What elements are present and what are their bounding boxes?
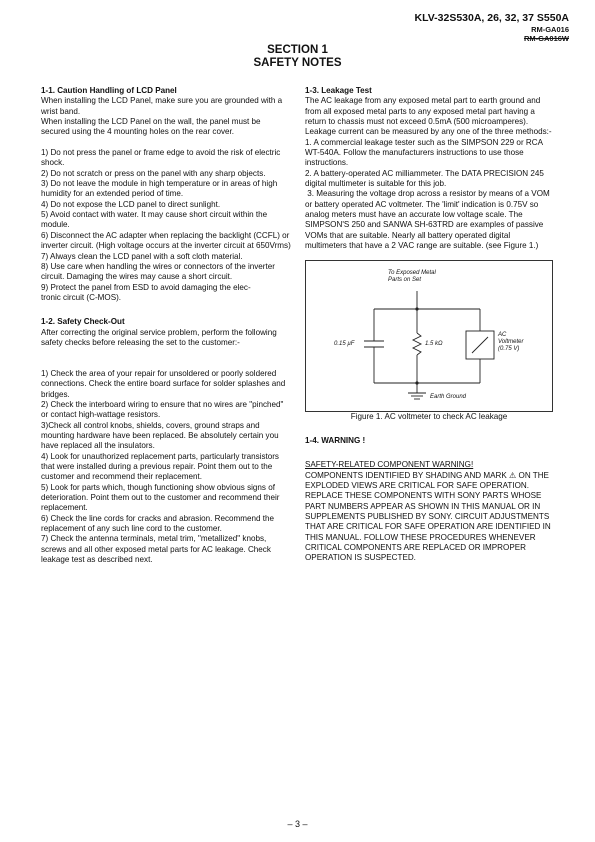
checkout-item: 1) Check the area of your repair for unsoldered or poorly soldered connections. Check the entire board surface for solder splashes and bridges. — [41, 368, 288, 399]
checkout-item: 5) Look for parts which, though functioning show obvious signs of deterioration. Point them out to the customer and recommend their replacement. — [41, 482, 282, 513]
lcd-caution-item: 6) Disconnect the AC adapter when replacing the backlight (CCFL) or inverter circuit. (High voltage occurs at the inverter circuit at 650Vrms) — [41, 230, 292, 251]
resistor-label: 1.5 kΩ — [425, 340, 443, 347]
section-title: SAFETY NOTES — [253, 57, 342, 69]
section-heading — [0, 44, 595, 70]
remote-code: RM-GA016 — [531, 25, 569, 34]
leakage-paragraph: The AC leakage from any exposed metal part to earth ground and from all exposed metal parts to any exposed metal part having a return to chassis must not exceed 0.5mA (500 microamperes). Leakage current can be measured by any one of the three methods:- — [305, 96, 552, 137]
voltmeter-label: AC Voltmeter (0.75 V) — [498, 331, 524, 352]
model-number: KLV-32S530A, 26, 32, 37 S550A — [414, 12, 569, 24]
junction-dot — [415, 381, 418, 384]
lcd-caution-item: 3) Do not leave the module in high temperature or in areas of high humidity for an extended period of time. — [41, 179, 280, 199]
warning-body: COMPONENTS IDENTIFIED BY SHADING AND MARK ⚠ ON THE EXPLODED VIEWS ARE CRITICAL FOR SAFE OPERATION. REPLACE THESE COMPONENTS WITH SONY PARTS WHOSE PART NUMBERS APPEAR AS SHOWN IN THIS MANUAL OR IN SUPPLEMENTS PUBLISHED BY SONY. CIRCUIT ADJUSTMENTS THAT ARE CRITICAL FOR SAFE OPERATION ARE IDENTIFIED IN THIS MANUAL. FOLLOW THESE PROCEDURES WHENEVER CRITICAL COMPONENTS ARE REPLACED OR IMPROPER OPERATION IS SUSPECTED. — [305, 470, 553, 563]
leakage-paragraph: 2. A battery-operated AC milliammeter. The DATA PRECISION 245 digital multimeter is suitable for this job. — [305, 168, 547, 189]
checkout-item: 4) Look for unauthorized replacement parts, particularly transistors that were installed during a previous repair. Point them out to the customer and recommend their replacement. — [41, 451, 282, 482]
heading-lcd-handling: 1-1. Caution Handling of LCD Panel — [41, 86, 177, 95]
checkout-item: 7) Check the antenna terminals, metal trim, "metallized" knobs, screws and all other exposed metal parts for AC leakage. Check leakage test as described next. — [41, 534, 274, 565]
warning-title: SAFETY-RELATED COMPONENT WARNING! — [305, 460, 474, 470]
lcd-caution-item: 5) Avoid contact with water. It may cause short circuit within the module. — [41, 210, 270, 230]
remote-code-struck: RM-GA016W — [523, 34, 569, 43]
page-number: – 3 – — [287, 819, 308, 829]
leakage-circuit-figure — [305, 260, 553, 412]
ground-label: Earth Ground — [430, 393, 467, 400]
lcd-caution-item: 9) Protect the panel from ESD to avoid damaging the elec- tronic circuit (C-MOS). — [41, 282, 251, 302]
lcd-caution-item: 2) Do not scratch or press on the panel with any sharp objects. — [41, 168, 266, 178]
lcd-intro-paragraph: When installing the LCD Panel, make sure you are grounded with a wrist band. — [41, 96, 285, 116]
leakage-paragraph: 1. A commercial leakage tester such as the SIMPSON 229 or RCA WT-540A. Follow the manufacturers instructions to use those instructions. — [305, 137, 545, 168]
checkout-item: 3)Check all control knobs, shields, covers, ground straps and mounting hardware have been replaced. Be absolutely certain you have replaced all the insulators. — [41, 420, 281, 451]
lcd-caution-item: 8) Use care when handling the wires or connectors of the inverter circuit. Damaging the wires may cause a short circuit. — [41, 261, 278, 282]
figure-caption: Figure 1. AC voltmeter to check AC leakage — [350, 411, 508, 421]
lcd-caution-item: 4) Do not expose the LCD panel to direct sunlight. — [41, 199, 221, 209]
section-number: SECTION 1 — [267, 44, 328, 56]
junction-dot — [415, 307, 418, 310]
right-column — [305, 86, 553, 564]
heading-safety-checkout: 1-2. Safety Check-Out — [41, 317, 125, 327]
probe-label: To Exposed Metal Parts on Set — [388, 269, 436, 283]
voltmeter-needle — [472, 337, 488, 353]
heading-warning: 1-4. WARNING ! — [305, 435, 366, 445]
lcd-caution-item: 7) Always clean the LCD panel with a soft cloth material. — [41, 251, 243, 261]
left-column — [41, 86, 291, 565]
resistor-symbol — [413, 333, 421, 355]
capacitor-label: 0.15 µF — [334, 340, 355, 347]
leakage-paragraph: 3. Measuring the voltage drop across a resistor by means of a VOM or battery operated AC voltmeter. The 'limit' indication is 0.75V so analog meters must have an accurate low voltage scale. The SIMPSON'S 250 and SANWA SH-63TRD are examples of passive VOMs that are suitable. Nearly all battery operated digital multimeters that have a 2 VAC range are suitable. (see Figure 1.) — [305, 189, 552, 251]
checkout-intro-paragraph: After correcting the original service problem, perform the following safety checks before releasing the set to the customer:- — [41, 327, 279, 347]
lcd-intro-paragraph: When installing the LCD Panel on the wall, the panel must be secured using the 4 mounting holes on the rear cover. — [41, 117, 263, 137]
heading-leakage-test: 1-3. Leakage Test — [305, 86, 372, 95]
checkout-item: 6) Check the line cords for cracks and abrasion. Recommend the replacement of any such line cord to the customer. — [41, 513, 277, 534]
checkout-item: 2) Check the interboard wiring to ensure that no wires are "pinched" or contact high-wattage resistors. — [41, 399, 286, 420]
page-header — [415, 12, 570, 43]
lcd-caution-item: 1) Do not press the panel or frame edge to avoid the risk of electric shock. — [41, 148, 283, 168]
